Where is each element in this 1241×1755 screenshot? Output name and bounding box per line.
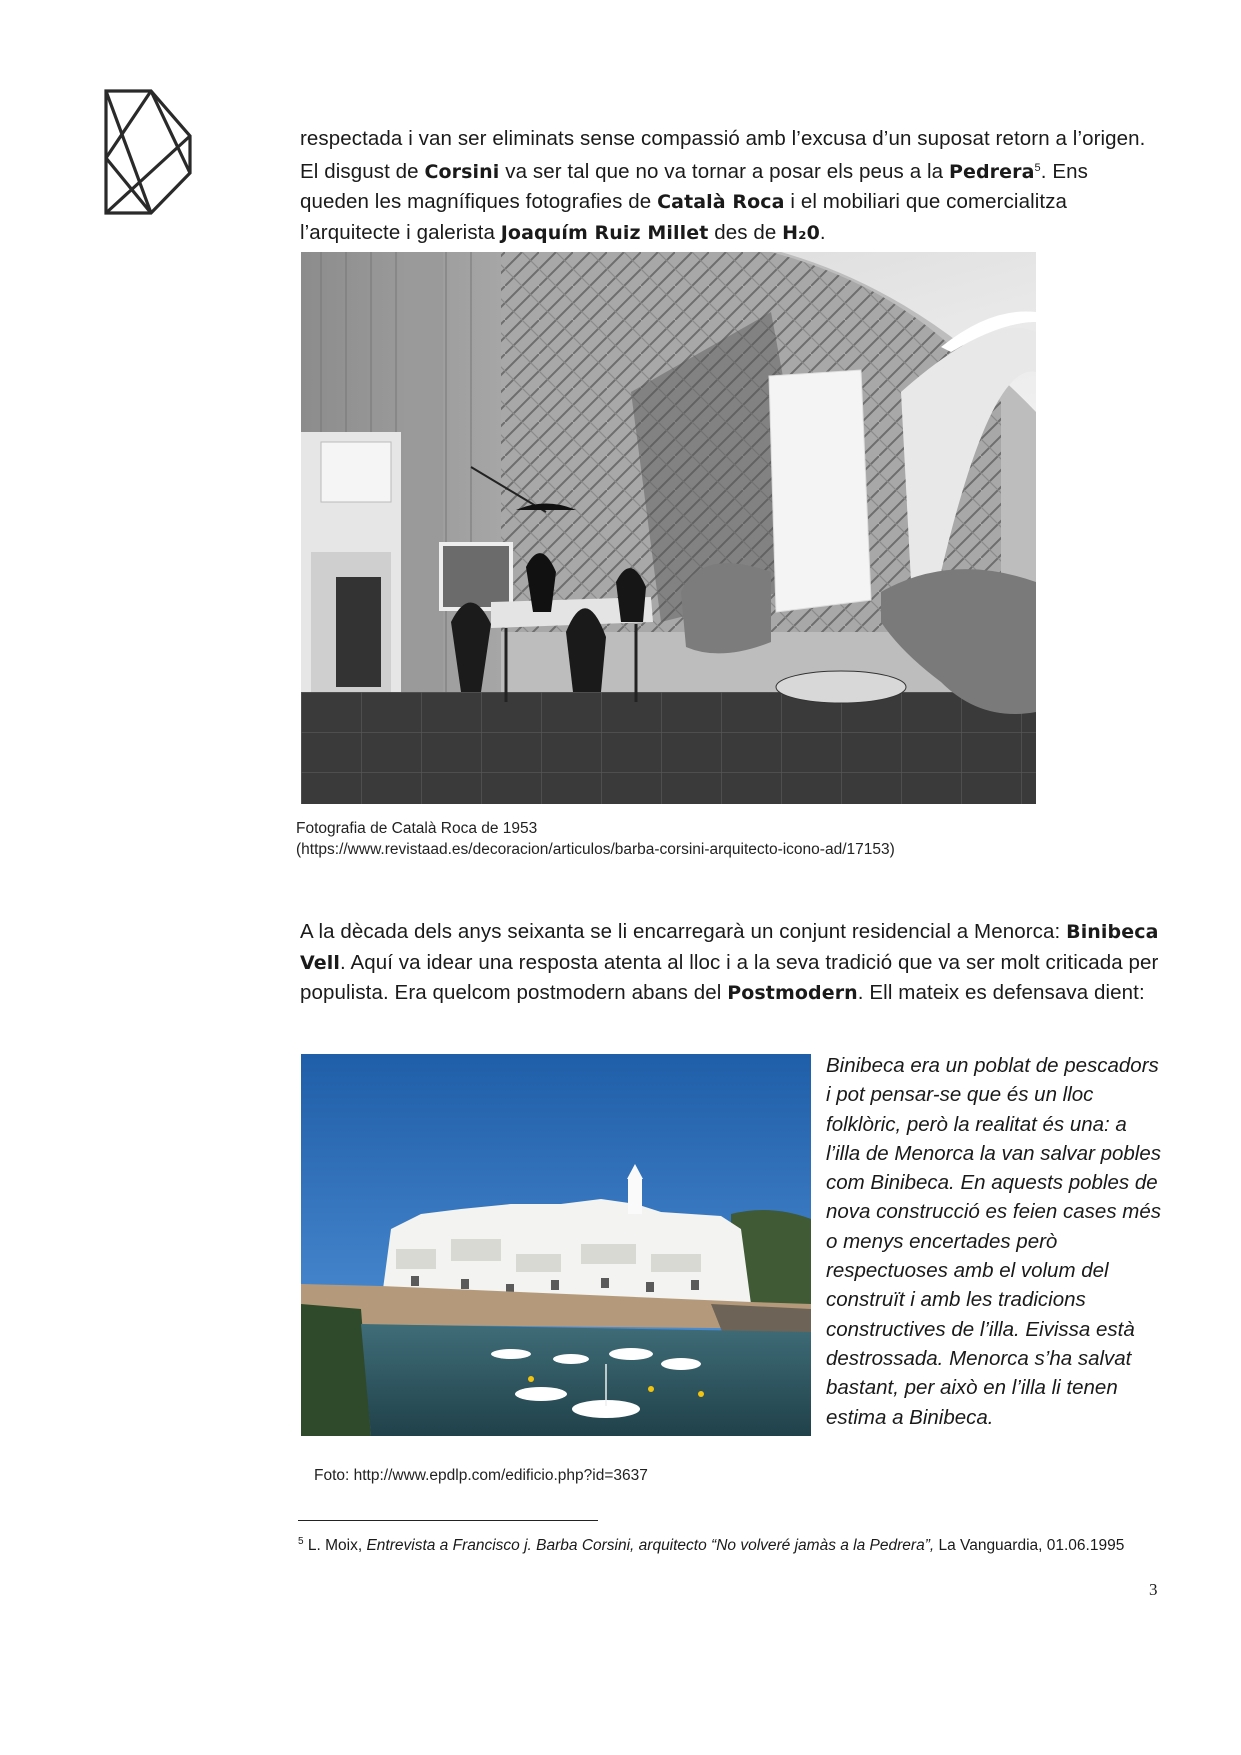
name-ruiz-millet: Joaquím Ruiz Millet bbox=[500, 221, 709, 244]
footnote-title: Entrevista a Francisco j. Barba Corsini, arquitecto “No volveré jamàs a la Pedrera”, bbox=[366, 1537, 935, 1554]
footnote-divider bbox=[298, 1520, 598, 1521]
name-postmodern: Postmodern bbox=[727, 982, 858, 1004]
caption-line-2[interactable]: (https://www.revistaad.es/decoracion/articulos/barba-corsini-arquitecto-icono-ad/17153) bbox=[296, 841, 895, 858]
footnote: $^5$ L. Moix, Entrevista a Francisco j. Barba Corsini, arquitecto “No volveré jamàs a la Pedrera”, La Vanguardia, 01.06.1995 bbox=[298, 1536, 1125, 1554]
photo-caption-2[interactable]: Foto: http://www.epdlp.com/edificio.php?id=3637 bbox=[314, 1467, 648, 1484]
page-number: 3 bbox=[1149, 1580, 1158, 1599]
photo-caption-1 bbox=[296, 818, 895, 860]
binibeca-photo bbox=[301, 1054, 811, 1436]
interior-photo bbox=[301, 252, 1036, 804]
name-binibeca-vell: Binibeca Vell bbox=[300, 921, 1159, 974]
name-catala-roca: Català Roca bbox=[657, 191, 785, 213]
quote-text: Binibeca era un poblat de pescadors i pot pensar-se que és un lloc folklòric, però la realitat és una: a l’illa de Menorca la van salvar pobles com Binibeca. En aquests pobles de nova construcció es feien cases més o menys encertades però respectuoses amb el volum del construït i amb les tradicions constructives de l’illa. Eivissa està destrossada. Menorca s’ha salvat bastant, per això en l’illa li tenen estima a Binibeca. bbox=[826, 1054, 1162, 1429]
caption-line-1: Fotografia de Català Roca de 1953 bbox=[296, 820, 538, 837]
name-corsini: Corsini bbox=[424, 160, 500, 183]
name-h2o: H₂0 bbox=[782, 221, 820, 244]
footnote-number: 5 bbox=[298, 1536, 304, 1547]
footnote-ref[interactable]: 5 bbox=[1034, 161, 1041, 174]
geometric-d-logo-icon bbox=[103, 88, 193, 216]
name-pedrera: Pedrera bbox=[948, 160, 1035, 183]
body-paragraph-1: respectada i van ser eliminats sense compassió amb l’excusa d’un suposat retorn a l’origen. El disgust de Corsini va ser tal que no va tornar a posar els peus a la Pedrera$^5$. Ens queden les magnífiques fotografies de Català Roca i el mobiliari que comercialitza l’arquitecte i galerista Joaquím Ruiz Millet des de H₂0. bbox=[300, 127, 1146, 244]
body-paragraph-2: A la dècada dels anys seixanta se li encarregarà un conjunt residencial a Menorca: Binibeca Vell. Aquí va idear una resposta atenta al lloc i a la seva tradició que va ser molt criticada per populista. Era quelcom postmodern abans del Postmodern. Ell mateix es defensava dient: bbox=[300, 920, 1159, 1004]
